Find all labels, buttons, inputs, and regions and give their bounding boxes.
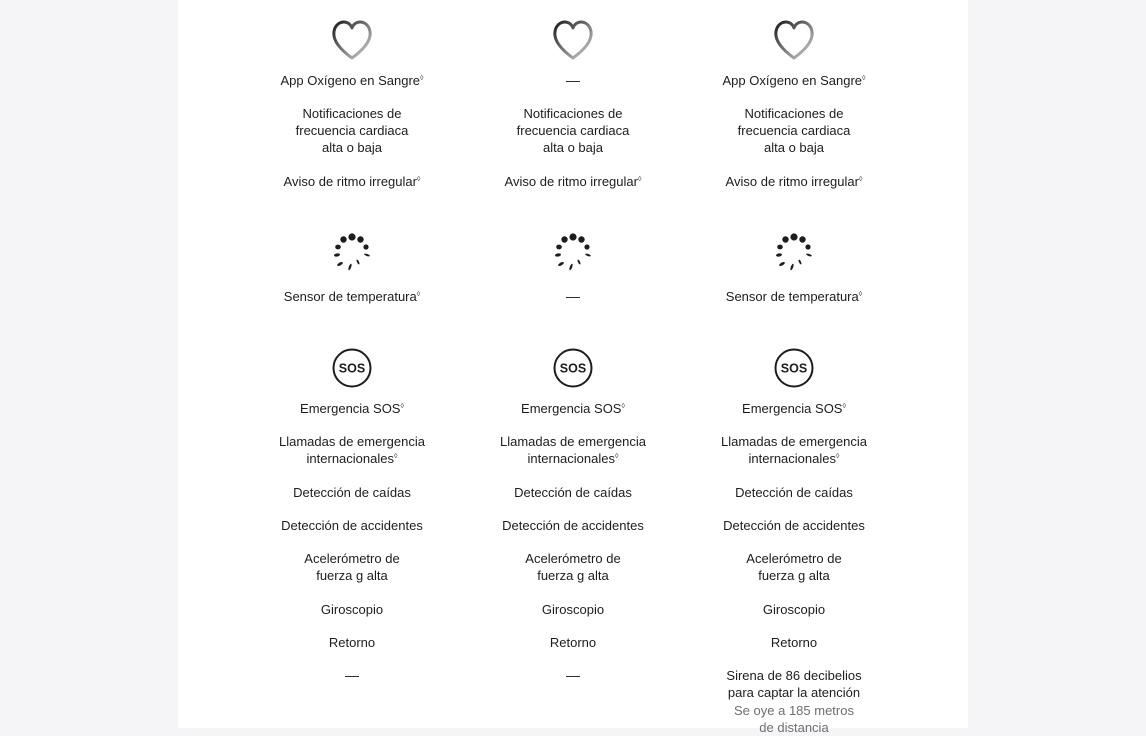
accelerometer-label: Acelerómetro de fuerza g alta: [746, 551, 842, 583]
heart-icon: [550, 17, 596, 63]
gyroscope-label: Giroscopio: [762, 602, 826, 617]
international-emergency-calls-label: Llamadas de emergencia internacionales◊: [721, 434, 867, 466]
gyroscope-label: Giroscopio: [541, 602, 605, 617]
siren-range-note: Se oye a 185 metros de distancia: [734, 703, 854, 735]
blood-oxygen-label: App Oxígeno en Sangre◊: [280, 73, 424, 88]
temperature-sensor-label: Sensor de temperatura◊: [725, 289, 863, 304]
sos-icon-text: SOS: [780, 361, 808, 376]
irregular-rhythm-label: Aviso de ritmo irregular◊: [283, 174, 421, 189]
heart-icon: [771, 17, 817, 63]
sos-icon-text: SOS: [338, 361, 366, 376]
sos-icon: [329, 345, 375, 391]
heart-rate-notifications-label: Notificaciones de frecuencia cardiaca alta o baja: [295, 106, 409, 155]
heart-rate-notifications-label: Notificaciones de frecuencia cardiaca alta o baja: [737, 106, 851, 155]
siren-label: Sirena de 86 decibelios para captar la atención: [726, 668, 862, 700]
temperature-sensor-label: Sensor de temperatura◊: [283, 289, 421, 304]
comparison-panel: [178, 0, 968, 735]
emergency-sos-label: Emergencia SOS◊: [521, 401, 625, 416]
irregular-rhythm-label: Aviso de ritmo irregular◊: [504, 174, 642, 189]
temperature-sensor-icon: [771, 231, 817, 277]
crash-detection-label: Detección de accidentes: [723, 518, 865, 533]
heart-icon: [329, 17, 375, 63]
blood-oxygen-label: App Oxígeno en Sangre◊: [722, 73, 866, 88]
emergency-sos-label: Emergencia SOS◊: [300, 401, 404, 416]
heart-rate-notifications-label: Notificaciones de frecuencia cardiaca alta o baja: [516, 106, 630, 155]
temperature-sensor-icon: [329, 231, 375, 277]
irregular-rhythm-label: Aviso de ritmo irregular◊: [725, 174, 863, 189]
gyroscope-label: Giroscopio: [320, 602, 384, 617]
sos-icon-text: SOS: [559, 361, 587, 376]
crash-detection-label: Detección de accidentes: [281, 518, 423, 533]
fall-detection-label: Detección de caídas: [735, 485, 853, 500]
backtrack-label: Retorno: [770, 635, 818, 650]
temperature-sensor-label: —: [566, 288, 580, 304]
accelerometer-label: Acelerómetro de fuerza g alta: [304, 551, 400, 583]
crash-detection-label: Detección de accidentes: [502, 518, 644, 533]
siren-label: —: [566, 667, 580, 683]
sos-icon: [550, 345, 596, 391]
fall-detection-label: Detección de caídas: [514, 485, 632, 500]
siren-label: —: [345, 667, 359, 683]
emergency-sos-label: Emergencia SOS◊: [742, 401, 846, 416]
temperature-sensor-icon: [550, 231, 596, 277]
international-emergency-calls-label: Llamadas de emergencia internacionales◊: [279, 434, 425, 466]
sos-icon: [771, 345, 817, 391]
fall-detection-label: Detección de caídas: [293, 485, 411, 500]
blood-oxygen-label: —: [566, 72, 580, 88]
accelerometer-label: Acelerómetro de fuerza g alta: [525, 551, 621, 583]
backtrack-label: Retorno: [328, 635, 376, 650]
international-emergency-calls-label: Llamadas de emergencia internacionales◊: [500, 434, 646, 466]
backtrack-label: Retorno: [549, 635, 597, 650]
